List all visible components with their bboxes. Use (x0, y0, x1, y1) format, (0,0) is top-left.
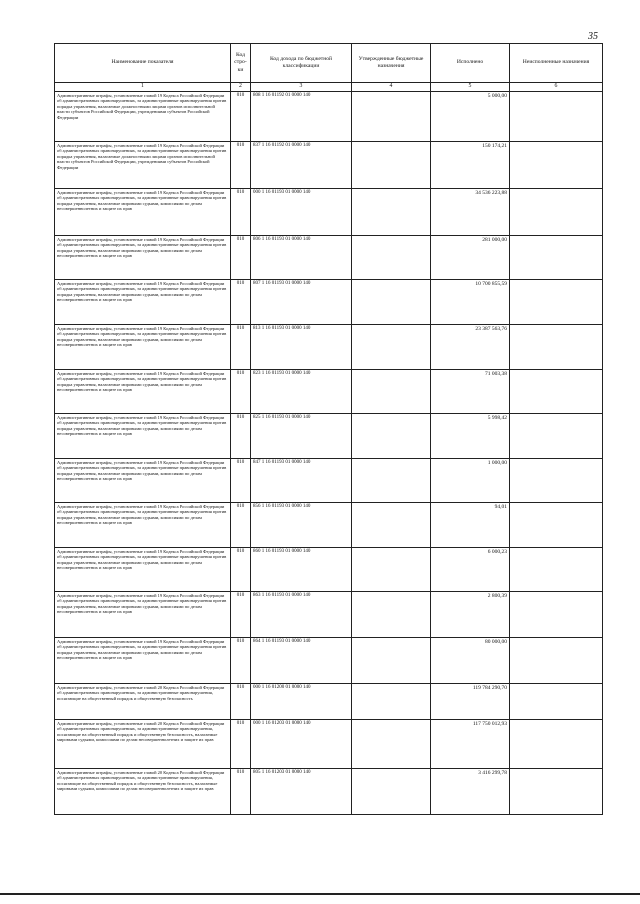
income-code: 000 1 16 01200 01 0000 140 (251, 684, 352, 720)
income-code: 807 1 16 01193 01 0000 140 (251, 280, 352, 325)
indicator-name: Административные штрафы, установленные главой 20 Кодекса Российской Федерации об административных правонарушениях, за административные правонарушения, посягающие на общественный порядок и общественную безопасность (55, 684, 231, 720)
column-number: 3 (251, 83, 352, 92)
executed-value: 71 003,38 (431, 370, 510, 414)
line-code: 010 (231, 769, 251, 815)
line-code: 010 (231, 142, 251, 189)
line-code: 010 (231, 325, 251, 370)
income-code: 863 1 16 01193 01 0000 140 (251, 592, 352, 638)
unexecuted-value (510, 592, 603, 638)
indicator-name: Административные штрафы, установленные главой 19 Кодекса Российской Федерации об административных правонарушениях, за административные правонарушения против порядка управления, налагаемые должностными лицами органов исполнительной власти субъектов Российской Федерации, учреждениями субъектов Российской Федерации (55, 92, 231, 142)
approved-value (352, 503, 431, 548)
indicator-name: Административные штрафы, установленные главой 19 Кодекса Российской Федерации об административных правонарушениях, за административные правонарушения против порядка управления, налагаемые мировыми судьями, комиссиями по делам несовершеннолетних и защите их прав (55, 459, 231, 503)
income-code: 847 1 16 01193 01 0000 140 (251, 459, 352, 503)
executed-value: 6 000,23 (431, 548, 510, 592)
approved-value (352, 684, 431, 720)
table-row (55, 769, 603, 815)
table-row (55, 548, 603, 592)
executed-value: 117 750 012,93 (431, 720, 510, 769)
line-code: 010 (231, 189, 251, 236)
column-number: 4 (352, 83, 431, 92)
income-code: 860 1 16 01193 01 0000 140 (251, 548, 352, 592)
approved-value (352, 370, 431, 414)
unexecuted-value (510, 414, 603, 459)
column-number: 1 (55, 83, 231, 92)
executed-value: 3 416 299,78 (431, 769, 510, 815)
line-code: 010 (231, 236, 251, 280)
table-row (55, 236, 603, 280)
income-code: 805 1 16 01203 01 0000 140 (251, 769, 352, 815)
approved-value (352, 720, 431, 769)
executed-value: 23 387 563,76 (431, 325, 510, 370)
line-code: 010 (231, 414, 251, 459)
income-code: 825 1 16 01193 01 0000 140 (251, 414, 352, 459)
table-row (55, 325, 603, 370)
indicator-name: Административные штрафы, установленные главой 19 Кодекса Российской Федерации об административных правонарушениях, за административные правонарушения против порядка управления, налагаемые мировыми судьями, комиссиями по делам несовершеннолетних и защите их прав (55, 503, 231, 548)
budget-execution-table (54, 43, 603, 815)
indicator-name: Административные штрафы, установленные главой 19 Кодекса Российской Федерации об административных правонарушениях, за административные правонарушения против порядка управления, налагаемые мировыми судьями, комиссиями по делам несовершеннолетних и защите их прав (55, 189, 231, 236)
unexecuted-value (510, 720, 603, 769)
income-code: 856 1 16 01193 01 0000 140 (251, 503, 352, 548)
table-row (55, 592, 603, 638)
income-code: 864 1 16 01193 01 0000 140 (251, 638, 352, 684)
table-row (55, 370, 603, 414)
executed-value: 5 000,00 (431, 92, 510, 142)
column-number: 6 (510, 83, 603, 92)
header-income-code: Код дохода по бюджетной классификации (251, 44, 352, 83)
unexecuted-value (510, 684, 603, 720)
executed-value: 119 784 290,70 (431, 684, 510, 720)
indicator-name: Административные штрафы, установленные главой 19 Кодекса Российской Федерации об административных правонарушениях, за административные правонарушения против порядка управления, налагаемые должностными лицами органов исполнительной власти субъектов Российской Федерации, учреждениями субъектов Российской Федерации (55, 142, 231, 189)
unexecuted-value (510, 370, 603, 414)
page-number: 35 (588, 31, 598, 42)
executed-value: 5 998,42 (431, 414, 510, 459)
unexecuted-value (510, 236, 603, 280)
unexecuted-value (510, 92, 603, 142)
table-row (55, 189, 603, 236)
header-executed: Исполнено (431, 44, 510, 83)
income-code: 000 1 16 01193 01 0000 140 (251, 189, 352, 236)
indicator-name: Административные штрафы, установленные главой 19 Кодекса Российской Федерации об административных правонарушениях, за административные правонарушения против порядка управления, налагаемые мировыми судьями, комиссиями по делам несовершеннолетних и защите их прав (55, 414, 231, 459)
indicator-name: Административные штрафы, установленные главой 19 Кодекса Российской Федерации об административных правонарушениях, за административные правонарушения против порядка управления, налагаемые мировыми судьями, комиссиями по делам несовершеннолетних и защите их прав (55, 370, 231, 414)
unexecuted-value (510, 769, 603, 815)
income-code: 837 1 16 01192 01 0000 140 (251, 142, 352, 189)
income-code: 000 1 16 01203 01 0000 140 (251, 720, 352, 769)
table-row (55, 503, 603, 548)
approved-value (352, 280, 431, 325)
line-code: 010 (231, 503, 251, 548)
table-row (55, 459, 603, 503)
line-code: 010 (231, 92, 251, 142)
income-code: 808 1 16 01192 01 0000 140 (251, 92, 352, 142)
table-row (55, 142, 603, 189)
line-code: 010 (231, 280, 251, 325)
approved-value (352, 325, 431, 370)
executed-value: 34 536 223,88 (431, 189, 510, 236)
executed-value: 94,01 (431, 503, 510, 548)
approved-value (352, 414, 431, 459)
unexecuted-value (510, 548, 603, 592)
indicator-name: Административные штрафы, установленные главой 19 Кодекса Российской Федерации об административных правонарушениях, за административные правонарушения против порядка управления, налагаемые мировыми судьями, комиссиями по делам несовершеннолетних и защите их прав (55, 548, 231, 592)
income-code: 813 1 16 01193 01 0000 140 (251, 325, 352, 370)
table-row (55, 92, 603, 142)
executed-value: 1 000,00 (431, 459, 510, 503)
unexecuted-value (510, 280, 603, 325)
indicator-name: Административные штрафы, установленные главой 20 Кодекса Российской Федерации об административных правонарушениях, за административные правонарушения, посягающие на общественный порядок и общественную безопасность, налагаемые мировыми судьями, комиссиями по делам несовершеннолетних и защите их прав (55, 769, 231, 815)
indicator-name: Административные штрафы, установленные главой 19 Кодекса Российской Федерации об административных правонарушениях, за административные правонарушения против порядка управления, налагаемые мировыми судьями, комиссиями по делам несовершеннолетних и защите их прав (55, 592, 231, 638)
line-code: 010 (231, 638, 251, 684)
indicator-name: Административные штрафы, установленные главой 19 Кодекса Российской Федерации об административных правонарушениях, за административные правонарушения против порядка управления, налагаемые мировыми судьями, комиссиями по делам несовершеннолетних и защите их прав (55, 236, 231, 280)
approved-value (352, 638, 431, 684)
executed-value: 10 700 855,59 (431, 280, 510, 325)
approved-value (352, 142, 431, 189)
line-code: 010 (231, 459, 251, 503)
indicator-name: Административные штрафы, установленные главой 20 Кодекса Российской Федерации об административных правонарушениях, за административные правонарушения, посягающие на общественный порядок и общественную безопасность, налагаемые мировыми судьями, комиссиями по делам несовершеннолетних и защите их прав (55, 720, 231, 769)
line-code: 010 (231, 370, 251, 414)
executed-value: 150 174,21 (431, 142, 510, 189)
unexecuted-value (510, 638, 603, 684)
indicator-name: Административные штрафы, установленные главой 19 Кодекса Российской Федерации об административных правонарушениях, за административные правонарушения против порядка управления, налагаемые мировыми судьями, комиссиями по делам несовершеннолетних и защите их прав (55, 280, 231, 325)
line-code: 010 (231, 548, 251, 592)
unexecuted-value (510, 325, 603, 370)
header-unexecuted: Неисполненные назначения (510, 44, 603, 83)
income-code: 823 1 16 01193 01 0000 140 (251, 370, 352, 414)
line-code: 010 (231, 592, 251, 638)
approved-value (352, 92, 431, 142)
approved-value (352, 548, 431, 592)
indicator-name: Административные штрафы, установленные главой 19 Кодекса Российской Федерации об административных правонарушениях, за административные правонарушения против порядка управления, налагаемые мировыми судьями, комиссиями по делам несовершеннолетних и защите их прав (55, 638, 231, 684)
column-number: 2 (231, 83, 251, 92)
column-number: 5 (431, 83, 510, 92)
approved-value (352, 592, 431, 638)
approved-value (352, 236, 431, 280)
header-indicator-name: Наименование показателя (55, 44, 231, 83)
unexecuted-value (510, 459, 603, 503)
approved-value (352, 189, 431, 236)
indicator-name: Административные штрафы, установленные главой 19 Кодекса Российской Федерации об административных правонарушениях, за административные правонарушения против порядка управления, налагаемые мировыми судьями, комиссиями по делам несовершеннолетних и защите их прав (55, 325, 231, 370)
approved-value (352, 459, 431, 503)
table-row (55, 280, 603, 325)
line-code: 010 (231, 720, 251, 769)
unexecuted-value (510, 142, 603, 189)
header-row (55, 44, 603, 83)
executed-value: 2 800,39 (431, 592, 510, 638)
unexecuted-value (510, 189, 603, 236)
executed-value: 80 000,00 (431, 638, 510, 684)
income-code: 806 1 16 01193 01 0000 140 (251, 236, 352, 280)
scan-bottom-edge (0, 893, 640, 895)
executed-value: 281 000,00 (431, 236, 510, 280)
table-row (55, 720, 603, 769)
table-row (55, 684, 603, 720)
column-number-row (55, 83, 603, 92)
line-code: 010 (231, 684, 251, 720)
approved-value (352, 769, 431, 815)
unexecuted-value (510, 503, 603, 548)
header-approved: Утвержденные бюджетные назначения (352, 44, 431, 83)
table-row (55, 638, 603, 684)
table-row (55, 414, 603, 459)
header-line-code: Код стро-ки (231, 44, 251, 83)
